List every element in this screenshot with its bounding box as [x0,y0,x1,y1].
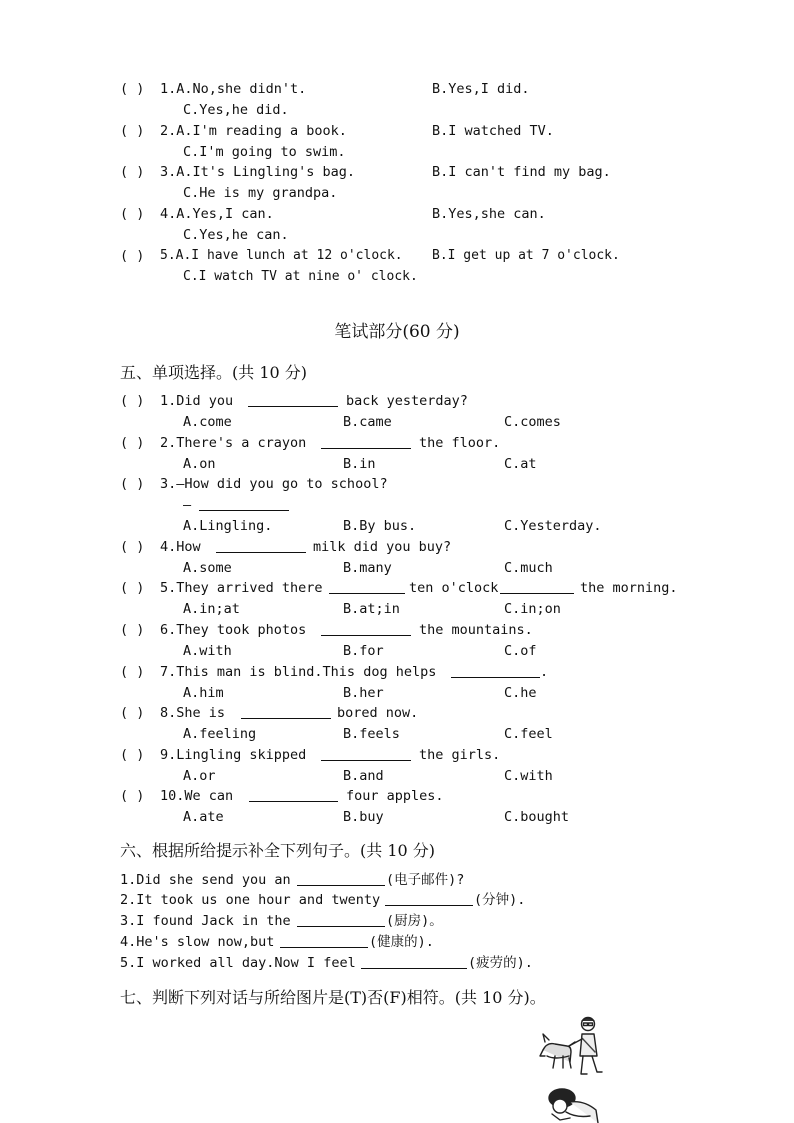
q2-stem-end: the floor. [419,435,501,451]
s6-item2-hint: (分钟). [474,892,526,908]
listening-q4-a: 4.A.Yes,I can. [160,206,274,222]
q2-option-c: C.at [504,456,537,472]
q2-stem: 2.There's a crayon [160,435,307,451]
q7-stem-end: . [540,664,549,680]
listening-q3-a: 3.A.It's Lingling's bag. [160,164,356,180]
q4-stem: 4.How [160,539,201,555]
q4-option-b: B.many [343,560,392,576]
listening-q1-b: B.Yes,I did. [432,81,530,97]
s6-item2-blank[interactable] [385,905,473,906]
q10-stem: 10.We can [160,788,234,804]
answer-paren[interactable]: ( ) [120,393,145,409]
answer-paren[interactable]: ( ) [120,206,145,222]
listening-q2-a: 2.A.I'm reading a book. [160,123,347,139]
listening-q5-a: 5.A.I have lunch at 12 o'clock. [160,248,403,263]
q10-blank[interactable] [249,801,338,802]
q2-option-a: A.on [183,456,216,472]
q5-blank-2[interactable] [500,593,574,594]
q7-stem: 7.This man is blind.This dog helps [160,664,437,680]
q5-stem-end: the morning. [580,580,678,596]
s6-item3-blank[interactable] [297,926,385,927]
q9-option-a: A.or [183,768,216,784]
q1-option-c: C.comes [504,414,561,430]
q10-stem-end: four apples. [346,788,444,804]
q5-stem-mid: ten o'clock [409,580,499,596]
q4-stem-end: milk did you buy? [313,539,452,555]
q5-option-b: B.at;in [343,601,400,617]
q6-option-a: A.with [183,643,232,659]
q3-option-b: B.By bus. [343,518,417,534]
s6-item5-text: 5.I worked all day.Now I feel [120,955,356,971]
q3-dash: — [183,497,192,513]
q3-stem: 3.—How did you go to school? [160,476,388,492]
s6-item1-hint: (电子邮件)? [386,872,465,888]
s6-item4-text: 4.He's slow now,but [120,934,275,950]
s6-item5-blank[interactable] [361,968,467,969]
q9-option-c: C.with [504,768,553,784]
listening-q4-c: C.Yes,he can. [183,227,289,243]
man-with-guide-dog-image [535,1012,607,1078]
q9-stem-end: the girls. [419,747,501,763]
answer-paren[interactable]: ( ) [120,164,145,180]
q1-blank[interactable] [248,406,338,407]
answer-paren[interactable]: ( ) [120,476,145,492]
q6-blank[interactable] [321,635,411,636]
q7-option-b: B.her [343,685,384,701]
q3-blank[interactable] [199,510,289,511]
answer-paren[interactable]: ( ) [120,435,145,451]
q6-stem-end: the mountains. [419,622,533,638]
answer-paren[interactable]: ( ) [120,705,145,721]
q9-blank[interactable] [321,760,411,761]
s6-item1-blank[interactable] [297,885,385,886]
q4-blank[interactable] [216,552,306,553]
s6-item4-blank[interactable] [280,947,368,948]
q6-option-c: C.of [504,643,537,659]
listening-q2-b: B.I watched TV. [432,123,554,139]
q7-blank[interactable] [451,677,540,678]
s6-item3-text: 3.I found Jack in the [120,913,291,929]
listening-q5-b: B.I get up at 7 o'clock. [432,248,620,263]
s6-item2-text: 2.It took us one hour and twenty [120,892,381,908]
answer-paren[interactable]: ( ) [120,539,145,555]
answer-paren[interactable]: ( ) [120,788,145,804]
q1-stem: 1.Did you [160,393,234,409]
q2-option-b: B.in [343,456,376,472]
q8-stem-end: bored now. [337,705,419,721]
q9-stem: 9.Lingling skipped [160,747,307,763]
listening-q3-b: B.I can't find my bag. [432,164,611,180]
q8-option-a: A.feeling [183,726,257,742]
s6-item4-hint: (健康的). [369,934,434,950]
q3-option-c: C.Yesterday. [504,518,602,534]
answer-paren[interactable]: ( ) [120,622,145,638]
q5-option-a: A.in;at [183,601,240,617]
q8-option-c: C.feel [504,726,553,742]
q2-blank[interactable] [321,448,411,449]
q6-option-b: B.for [343,643,384,659]
q9-option-b: B.and [343,768,384,784]
person-bending-image [540,1084,608,1123]
listening-q4-b: B.Yes,she can. [432,206,546,222]
section5-title: 五、单项选择。(共 10 分) [120,363,308,382]
q5-stem: 5.They arrived there [160,580,323,596]
q1-option-b: B.came [343,414,392,430]
q10-option-c: C.bought [504,809,570,825]
section7-title: 七、判断下列对话与所给图片是(T)否(F)相符。(共 10 分)。 [120,988,546,1007]
answer-paren[interactable]: ( ) [120,747,145,763]
q4-option-c: C.much [504,560,553,576]
q6-stem: 6.They took photos [160,622,307,638]
q7-option-c: C.he [504,685,537,701]
q1-stem-end: back yesterday? [346,393,468,409]
s6-item1-text: 1.Did she send you an [120,872,291,888]
answer-paren[interactable]: ( ) [120,81,145,97]
written-part-title: 笔试部分(60 分) [334,322,460,342]
q7-option-a: A.him [183,685,224,701]
section6-title: 六、根据所给提示补全下列句子。(共 10 分) [120,841,436,860]
q5-blank-1[interactable] [329,593,405,594]
q5-option-c: C.in;on [504,601,561,617]
answer-paren[interactable]: ( ) [120,664,145,680]
answer-paren[interactable]: ( ) [120,123,145,139]
q1-option-a: A.come [183,414,232,430]
s6-item3-hint: (厨房)。 [386,913,443,929]
q4-option-a: A.some [183,560,232,576]
listening-q1-a: 1.A.No,she didn't. [160,81,307,97]
answer-paren[interactable]: ( ) [120,248,145,264]
q10-option-b: B.buy [343,809,384,825]
q10-option-a: A.ate [183,809,224,825]
listening-q1-c: C.Yes,he did. [183,102,289,118]
q3-option-a: A.Lingling. [183,518,273,534]
answer-paren[interactable]: ( ) [120,580,145,596]
q8-option-b: B.feels [343,726,400,742]
q8-blank[interactable] [241,718,331,719]
s6-item5-hint: (疲劳的). [468,955,533,971]
listening-q5-c: C.I watch TV at nine o' clock. [183,269,418,284]
listening-q3-c: C.He is my grandpa. [183,185,338,201]
listening-q2-c: C.I'm going to swim. [183,144,346,160]
q8-stem: 8.She is [160,705,226,721]
